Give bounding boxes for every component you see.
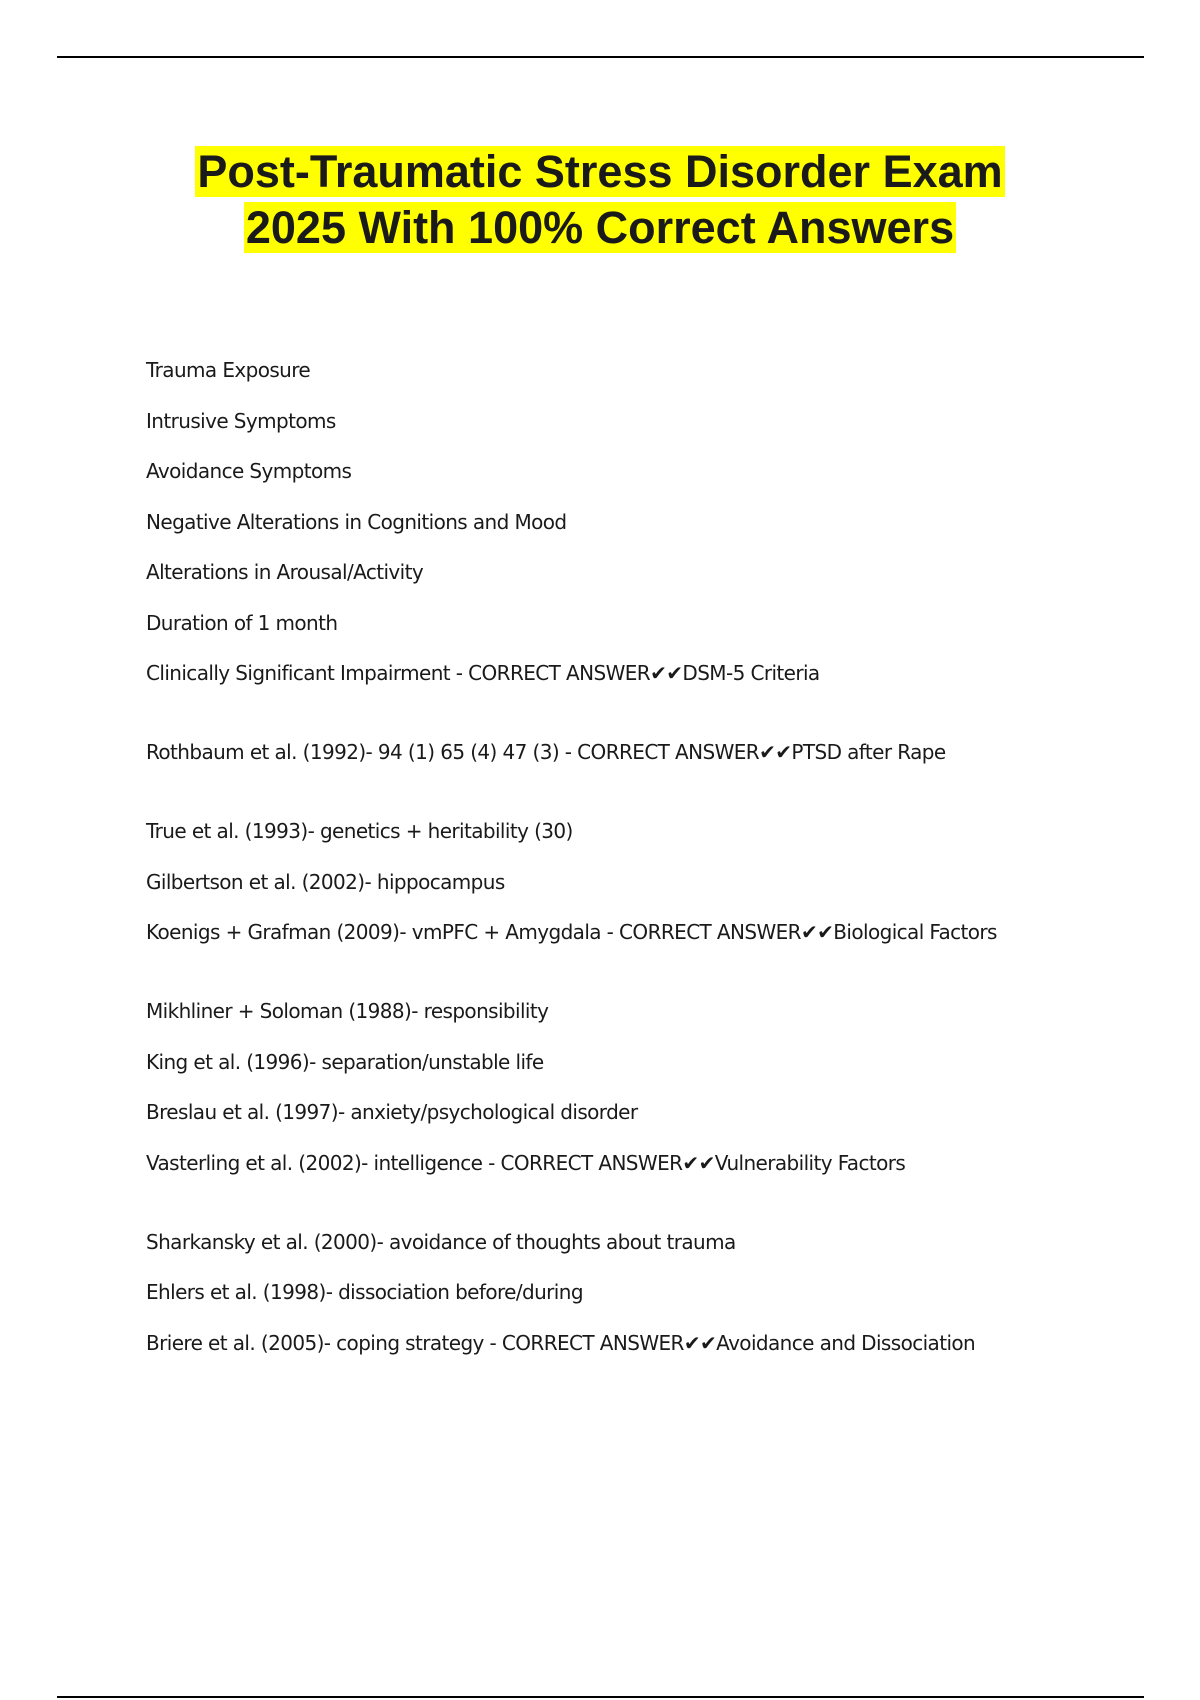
text-line: King et al. (1996)- separation/unstable life <box>146 1049 544 1074</box>
text-line: Vasterling et al. (2002)- intelligence - CORRECT ANSWER✔✔Vulnerability Factors <box>146 1150 906 1175</box>
page-title <box>0 144 1200 256</box>
block-dsm5-criteria <box>146 355 1146 688</box>
text-line: Avoidance Symptoms <box>146 459 352 483</box>
text-line: Alterations in Arousal/Activity <box>146 560 424 584</box>
text-line: True et al. (1993)- genetics + heritability (30) <box>146 819 573 843</box>
text-line: Koenigs + Grafman (2009)- vmPFC + Amygdala - CORRECT ANSWER✔✔Biological Factors <box>146 920 997 944</box>
block-vulnerability-factors <box>146 996 1146 1178</box>
text-line: Rothbaum et al. (1992)- 94 (1) 65 (4) 47 (3) - CORRECT ANSWER✔✔PTSD after Rape <box>146 740 946 764</box>
block-ptsd-after-rape <box>146 737 1146 767</box>
header-rule <box>57 56 1144 58</box>
text-line: Trauma Exposure <box>146 358 311 382</box>
text-line: Sharkansky et al. (2000)- avoidance of thoughts about trauma <box>146 1229 736 1254</box>
text-line: Breslau et al. (1997)- anxiety/psychological disorder <box>146 1100 638 1124</box>
block-biological-factors <box>146 816 1146 947</box>
title-line-2: 2025 With 100% Correct Answers <box>245 202 955 253</box>
title-line-1: Post-Traumatic Stress Disorder Exam <box>197 146 1003 197</box>
text-line: Duration of 1 month <box>146 610 338 635</box>
block-avoidance-dissociation <box>146 1227 1146 1358</box>
footer-rule <box>57 1696 1144 1698</box>
text-line: Negative Alterations in Cognitions and Mood <box>146 509 567 534</box>
text-line: Ehlers et al. (1998)- dissociation before/during <box>146 1280 583 1304</box>
text-line: Intrusive Symptoms <box>146 408 336 433</box>
text-line: Mikhliner + Soloman (1988)- responsibility <box>146 999 549 1023</box>
text-line: Clinically Significant Impairment - CORRECT ANSWER✔✔DSM-5 Criteria <box>146 661 820 685</box>
document-body <box>146 355 1146 1407</box>
text-line: Briere et al. (2005)- coping strategy - CORRECT ANSWER✔✔Avoidance and Dissociation <box>146 1330 976 1355</box>
text-line: Gilbertson et al. (2002)- hippocampus <box>146 869 505 894</box>
